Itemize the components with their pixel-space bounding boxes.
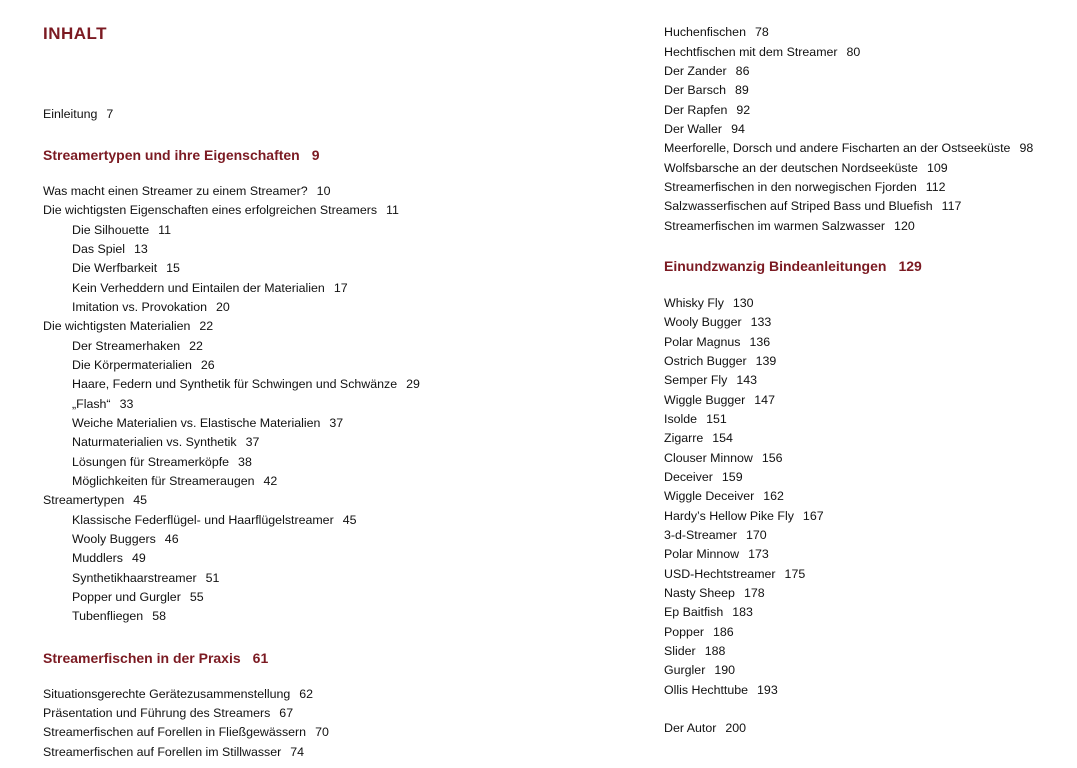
toc-entry [72, 532, 179, 547]
toc-entry [72, 435, 259, 450]
toc-page-number: 20 [215, 300, 230, 314]
toc-page-number: 175 [784, 567, 806, 581]
toc-entry [43, 203, 399, 218]
toc-entry [72, 397, 133, 412]
toc-page-number: 193 [757, 683, 778, 697]
toc-entry-title: Das Spiel [72, 242, 126, 256]
toc-page-number: 154 [712, 431, 733, 445]
toc-entry [664, 141, 1033, 156]
toc-entry [664, 315, 771, 330]
toc-entry-title: Huchenfischen [664, 25, 746, 39]
toc-heading: INHALT [43, 24, 108, 43]
toc-entry [664, 180, 946, 195]
toc-page-number: 26 [200, 358, 215, 372]
toc-page-number: 11 [158, 223, 172, 237]
toc-page-number: 17 [333, 281, 348, 295]
toc-entry-title: Die wichtigsten Materialien [43, 319, 191, 333]
toc-entry [664, 335, 770, 350]
toc-entry-title: Wooly Bugger [664, 315, 742, 329]
toc-page-number: 136 [749, 335, 771, 349]
toc-entry-title: Salzwasserfischen auf Striped Bass und Bluefish [664, 199, 933, 213]
toc-entry [664, 161, 948, 176]
toc-entry [72, 590, 204, 605]
toc-entry-title: Wiggle Deceiver [664, 489, 755, 503]
toc-page-number: 162 [763, 489, 784, 503]
toc-entry-title: Hechtfischen mit dem Streamer [664, 45, 838, 59]
toc-entry [72, 455, 252, 470]
toc-entry [664, 547, 769, 562]
toc-entry [72, 300, 230, 315]
toc-page-number: 94 [731, 122, 745, 136]
toc-entry [664, 451, 783, 466]
toc-entry-title: Clouser Minnow [664, 451, 753, 465]
toc-entry-title: Der Barsch [664, 83, 726, 97]
toc-entry [72, 242, 148, 257]
toc-entry [664, 103, 750, 118]
toc-entry-title: Synthetikhaarstreamer [72, 571, 197, 585]
toc-entry [43, 745, 304, 760]
toc-entry [72, 551, 146, 566]
toc-page-number: 89 [734, 83, 749, 97]
toc-entry-title: Streamerfischen auf Forellen im Stillwasser [43, 745, 282, 759]
toc-entry [43, 706, 293, 721]
toc-entry [664, 431, 733, 446]
toc-page-number: 62 [299, 687, 314, 701]
toc-entry-title: Polar Magnus [664, 335, 741, 349]
toc-page-number: 78 [754, 25, 769, 39]
toc-entry [72, 474, 277, 489]
toc-entry-title: Die Silhouette [72, 223, 150, 237]
toc-entry [43, 725, 329, 740]
toc-entry-title: Wolfsbarsche an der deutschen Nordseeküste [664, 161, 918, 175]
toc-page-number: 173 [748, 547, 769, 561]
toc-entry [72, 609, 166, 624]
toc-entry [664, 586, 765, 601]
toc-entry [664, 509, 824, 524]
toc-entry-title: Hardy’s Hellow Pike Fly [664, 509, 794, 523]
toc-page-number: 92 [736, 103, 751, 117]
toc-page-number: 74 [290, 745, 305, 759]
toc-page-number: 86 [735, 64, 750, 78]
toc-entry [664, 683, 778, 698]
toc-entry [664, 605, 753, 620]
toc-entry [43, 107, 113, 122]
toc-entry-title: Wooly Buggers [72, 532, 156, 546]
toc-entry [72, 571, 219, 586]
toc-page-number: 183 [732, 605, 753, 619]
toc-entry-title: Wiggle Bugger [664, 393, 746, 407]
toc-page-number: 37 [245, 435, 260, 449]
toc-page-number: 186 [712, 625, 734, 639]
toc-entry [664, 373, 757, 388]
toc-entry-title: Popper [664, 625, 704, 639]
toc-entry [664, 296, 754, 311]
toc-page-number: 67 [279, 706, 294, 720]
toc-page-number: 112 [925, 180, 946, 194]
toc-page-number: 178 [743, 586, 765, 600]
toc-entry-title: Kein Verheddern und Eintailen der Materialien [72, 281, 325, 295]
toc-entry [72, 358, 215, 373]
toc-entry-title: Ostrich Bugger [664, 354, 747, 368]
toc-page-number: 129 [898, 258, 922, 274]
toc-page-number: 58 [152, 609, 166, 623]
toc-entry [664, 721, 746, 736]
toc-entry [43, 319, 213, 334]
toc-entry-title: Der Streamerhaken [72, 339, 181, 353]
toc-page-number: 61 [252, 650, 269, 666]
toc-entry-title: Situationsgerechte Gerätezusammenstellung [43, 687, 291, 701]
toc-page-number: 159 [721, 470, 743, 484]
toc-entry-title: Muddlers [72, 551, 123, 565]
toc-entry-title: Streamertypen und ihre Eigenschaften [43, 147, 300, 163]
toc-page-number: 147 [754, 393, 775, 407]
toc-entry-title: Einleitung [43, 107, 98, 121]
toc-page-number: 38 [238, 455, 252, 469]
toc-page-number: 167 [802, 509, 824, 523]
toc-page-number: 29 [406, 377, 420, 391]
toc-page-number: 70 [315, 725, 329, 739]
toc-entry [664, 25, 769, 40]
toc-entry [664, 663, 735, 678]
toc-entry-title: Streamerfischen im warmen Salzwasser [664, 219, 886, 233]
toc-entry-title: Gurgler [664, 663, 706, 677]
toc-entry [72, 261, 180, 276]
toc-page-number: 7 [106, 107, 114, 121]
toc-entry [664, 644, 725, 659]
toc-page-number: 98 [1019, 141, 1034, 155]
toc-entry [664, 354, 776, 369]
toc-entry [664, 64, 749, 79]
toc-entry [664, 625, 734, 640]
toc-entry-title: Streamerfischen auf Forellen in Fließgewässern [43, 725, 307, 739]
toc-page-number: 10 [316, 184, 331, 198]
toc-section-heading [43, 148, 320, 163]
toc-page-number: 46 [164, 532, 179, 546]
toc-page-number: 55 [189, 590, 204, 604]
toc-entry-title: Tubenfliegen [72, 609, 144, 623]
toc-entry [43, 493, 147, 508]
toc-entry-title: Polar Minnow [664, 547, 740, 561]
toc-page-number: 117 [941, 199, 962, 213]
toc-page-number: 139 [755, 354, 777, 368]
toc-entry-title: Der Zander [664, 64, 727, 78]
toc-page-number: 156 [761, 451, 783, 465]
toc-entry [664, 489, 784, 504]
toc-page-number: 51 [205, 571, 220, 585]
toc-page-number: 45 [342, 513, 357, 527]
toc-entry-title: Der Rapfen [664, 103, 728, 117]
toc-entry-title: Die Werfbarkeit [72, 261, 158, 275]
toc-entry-title: 3-d-Streamer [664, 528, 737, 542]
toc-entry-title: Einundzwanzig Bindeanleitungen [664, 258, 887, 274]
toc-entry [72, 416, 343, 431]
toc-entry-title: Semper Fly [664, 373, 728, 387]
toc-entry-title: Slider [664, 644, 696, 658]
toc-page-number: 9 [311, 147, 320, 163]
toc-entry-title: Weiche Materialien vs. Elastische Materialien [72, 416, 321, 430]
toc-entry [43, 184, 330, 199]
toc-section-heading [43, 651, 268, 666]
toc-entry-title: Deceiver [664, 470, 713, 484]
toc-entry [72, 339, 203, 354]
toc-entry-title: Präsentation und Führung des Streamers [43, 706, 271, 720]
toc-page-number: 143 [736, 373, 758, 387]
toc-entry-title: Meerforelle, Dorsch und andere Fischarten an der Ostseeküste [664, 141, 1011, 155]
toc-page-number: 80 [846, 45, 861, 59]
toc-page-number: 190 [714, 663, 736, 677]
toc-entry [72, 377, 420, 392]
toc-entry [664, 199, 961, 214]
toc-entry [664, 470, 743, 485]
toc-entry [664, 528, 767, 543]
toc-entry-title: Naturmaterialien vs. Synthetik [72, 435, 237, 449]
toc-entry-title: Klassische Federflügel- und Haarflügelstreamer [72, 513, 334, 527]
toc-entry-title: Haare, Federn und Synthetik für Schwingen und Schwänze [72, 377, 398, 391]
toc-entry-title: USD-Hechtstreamer [664, 567, 776, 581]
toc-page-number: 120 [894, 219, 915, 233]
toc-entry-title: Streamerfischen in den norwegischen Fjorden [664, 180, 917, 194]
toc-entry [664, 412, 727, 427]
toc-entry-title: Imitation vs. Provokation [72, 300, 207, 314]
toc-entry [664, 45, 860, 60]
toc-entry-title: Popper und Gurgler [72, 590, 181, 604]
toc-entry-title: Isolde [664, 412, 698, 426]
toc-page-number: 151 [706, 412, 727, 426]
toc-page-number: 200 [725, 721, 747, 735]
toc-entry [664, 122, 745, 137]
toc-page-number: 42 [263, 474, 278, 488]
toc-page-number: 13 [134, 242, 148, 256]
toc-entry-title: Streamertypen [43, 493, 125, 507]
toc-entry-title: Die wichtigsten Eigenschaften eines erfolgreichen Streamers [43, 203, 378, 217]
toc-page-number: 170 [746, 528, 767, 542]
toc-page-number: 33 [119, 397, 134, 411]
toc-entry [72, 281, 348, 296]
toc-section-heading [664, 259, 922, 274]
toc-page-number: 22 [199, 319, 214, 333]
toc-entry-title: Zigarre [664, 431, 704, 445]
toc-entry [664, 219, 915, 234]
toc-entry-title: Möglichkeiten für Streameraugen [72, 474, 255, 488]
toc-entry-title: Lösungen für Streamerköpfe [72, 455, 230, 469]
toc-entry [664, 393, 775, 408]
toc-page-number: 22 [189, 339, 203, 353]
toc-entry-title: Der Autor [664, 721, 717, 735]
toc-entry-title: Streamerfischen in der Praxis [43, 650, 241, 666]
toc-entry [664, 567, 805, 582]
toc-page-number: 15 [166, 261, 180, 275]
toc-entry-title: Ollis Hechttube [664, 683, 749, 697]
toc-page-number: 188 [704, 644, 726, 658]
toc-entry-title: Der Waller [664, 122, 723, 136]
toc-entry-title: Was macht einen Streamer zu einem Streamer? [43, 184, 308, 198]
toc-page-number: 133 [750, 315, 772, 329]
toc-entry-title: „Flash“ [72, 397, 111, 411]
toc-entry-title: Whisky Fly [664, 296, 724, 310]
toc-entry-title: Nasty Sheep [664, 586, 735, 600]
toc-page-number: 45 [133, 493, 148, 507]
toc-page-number: 49 [131, 551, 146, 565]
toc-page-number: 11 [386, 203, 399, 217]
toc-page-number: 130 [732, 296, 754, 310]
toc-entry [664, 83, 749, 98]
toc-entry [72, 223, 171, 238]
toc-entry [72, 513, 357, 528]
toc-page-number: 37 [329, 416, 344, 430]
toc-entry-title: Ep Baitfish [664, 605, 724, 619]
toc-entry [43, 687, 313, 702]
toc-entry-title: Die Körpermaterialien [72, 358, 192, 372]
toc-page-number: 109 [926, 161, 948, 175]
